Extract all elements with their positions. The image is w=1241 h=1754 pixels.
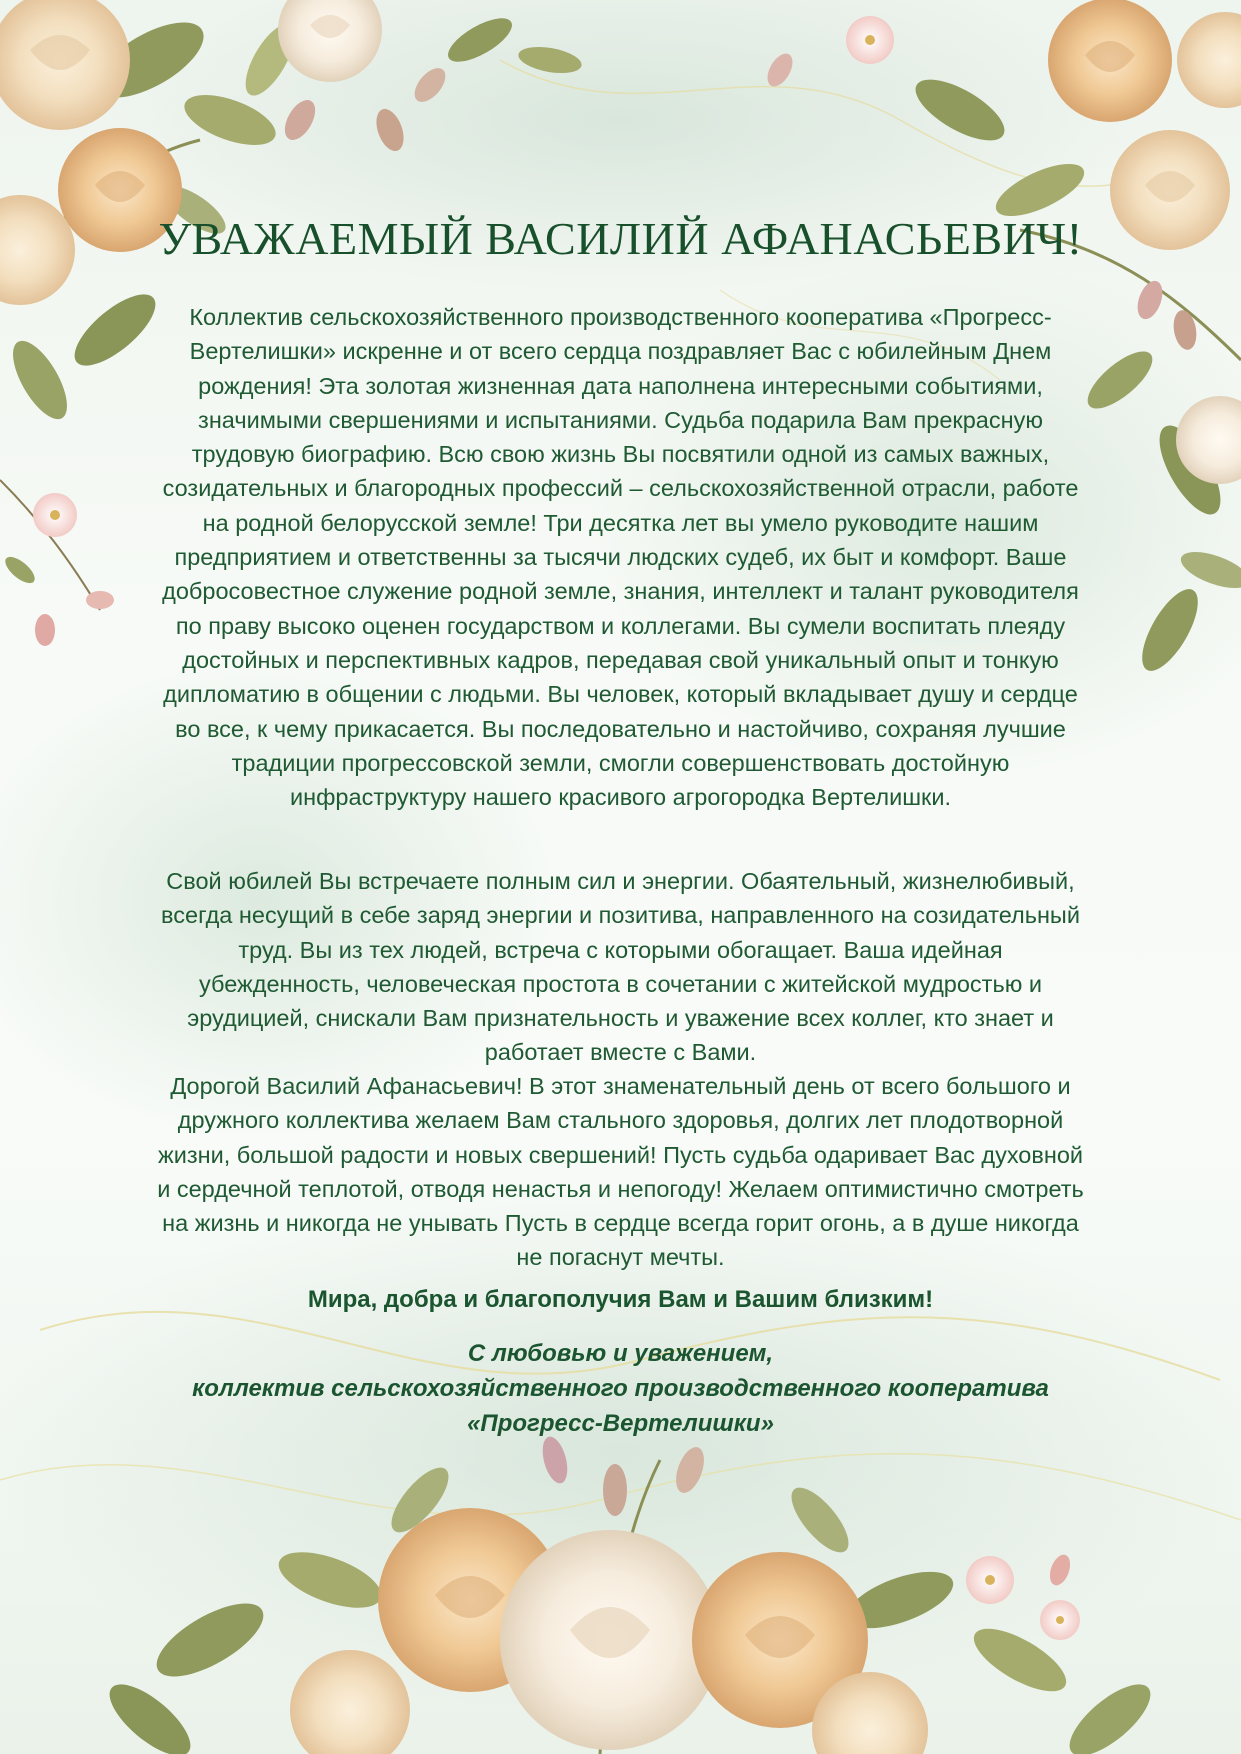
paragraph-text: Дорогой Василий Афанасьевич! В этот знаменательный день от всего большого и дружного коллектива желаем Вам стального здоровья, долгих лет плодотворной жизни, большой радости и новых свершений! Пусть судьба одаривает Вас духовной и сердечной теплотой, отводя ненастья и непогоду! Желаем оптимистично смотреть на жизнь и никогда не унывать Пусть в сердце всегда горит огонь, а в душе никогда не погаснут мечты. xyxy=(157,1073,1084,1271)
paragraph-text: Коллектив сельскохозяйственного производственного кооператива «Прогресс-Вертелишки» искренне и от всего сердца поздравляет Вас с юбилейным Днем рождения! Эта золотая жизненная дата наполнена интересными событиями, значимыми свершениями и испытаниями. Судьба подарила Вам прекрасную трудовую биографию. Всю свою жизнь Вы посвятили одной из самых важных, созидательных и благородных профессий – сельскохозяйственной отрасли, работе на родной белорусской земле! Три десятка лет вы умело руководите нашим предприятием и ответственны за тысячи людских судеб, их быт и комфорт. Ваше добросовестное служение родной земле, знания, интеллект и талант руководителя по праву высоко оценен государством и коллегами. Вы сумели воспитать плеяду достойных и перспективных кадров, передавая свой уникальный опыт и тонкую дипломатию в общении с людьми. Вы человек, который вкладывает душу и сердце во все, к чему прикасается. Вы последовательно и настойчиво, сохраняя лучшие традиции прогрессовской земли, смогли совершенствовать достойную инфраструктуру нашего красивого агрогородка Вертелишки. xyxy=(162,304,1079,811)
closing-wish: Мира, добра и благополучия Вам и Вашим близким! xyxy=(307,1286,934,1313)
signature-line-1: С любовью и уважением, xyxy=(467,1340,774,1367)
bottom-flowers xyxy=(99,1434,1161,1754)
greeting-title: УВАЖАЕМЫЙ ВАСИЛИЙ АФАНАСЬЕВИЧ! xyxy=(158,213,1083,264)
paragraph-text: Свой юбилей Вы встречаете полным сил и энергии. Обаятельный, жизнелюбивый, всегда несущий в себе заряд энергии и позитива, направленного на созидательный труд. Вы из тех людей, встреча с которыми обогащает. Ваша идейная убежденность, человеческая простота в сочетании с житейской мудростью и эрудицией, снискали Вам признательность и уважение всех коллег, кто знает и работает вместе с Вами. xyxy=(161,868,1080,1066)
signature-line-2: коллектив сельскохозяйственного производственного кооператива xyxy=(192,1375,1049,1402)
signature-block xyxy=(0,1336,1241,1441)
left-blossoms xyxy=(0,480,114,646)
greeting-paragraph-2 xyxy=(155,864,1086,1070)
greeting-paragraph-3 xyxy=(155,1069,1086,1275)
signature-line-3: «Прогресс-Вертелишки» xyxy=(467,1410,774,1437)
greeting-paragraph-1 xyxy=(155,300,1086,814)
